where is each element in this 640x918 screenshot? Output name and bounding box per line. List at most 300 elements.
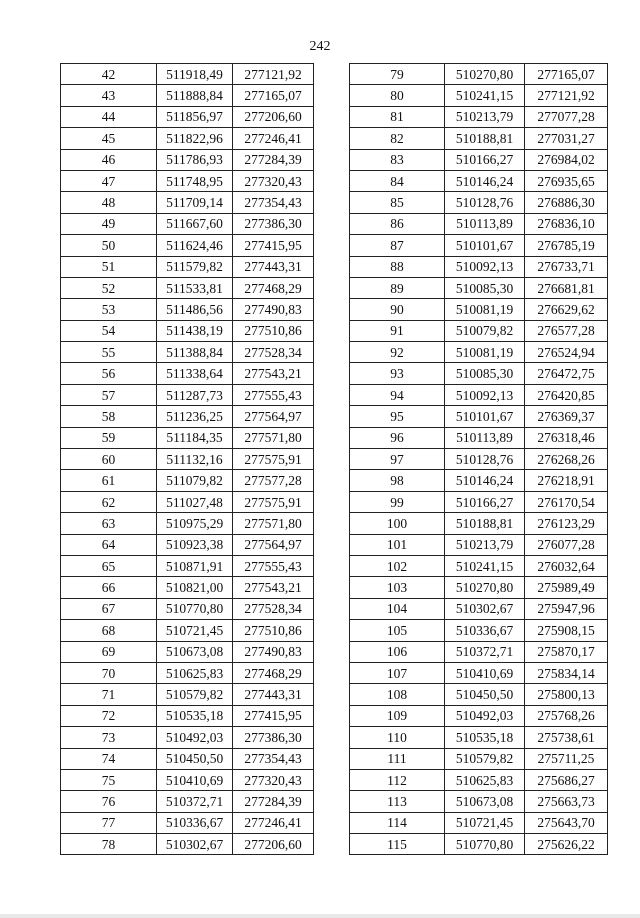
point-number-cell: 109 <box>350 705 445 726</box>
point-number-cell: 86 <box>350 213 445 234</box>
y-coordinate-cell: 276170,54 <box>525 491 608 512</box>
table-row <box>61 769 314 790</box>
x-coordinate-cell: 511667,60 <box>157 213 233 234</box>
y-coordinate-cell: 277528,34 <box>233 342 314 363</box>
point-number-cell: 67 <box>61 598 157 619</box>
y-coordinate-cell: 277077,28 <box>525 106 608 127</box>
point-number-cell: 114 <box>350 812 445 833</box>
x-coordinate-cell: 510535,18 <box>445 727 525 748</box>
y-coordinate-cell: 277354,43 <box>233 748 314 769</box>
table-row <box>350 620 608 641</box>
table-row <box>350 277 608 298</box>
point-number-cell: 106 <box>350 641 445 662</box>
x-coordinate-cell: 510673,08 <box>445 791 525 812</box>
y-coordinate-cell: 277510,86 <box>233 620 314 641</box>
x-coordinate-cell: 511888,84 <box>157 85 233 106</box>
table-row <box>61 812 314 833</box>
x-coordinate-cell: 510081,19 <box>445 299 525 320</box>
x-coordinate-cell: 510535,18 <box>157 705 233 726</box>
point-number-cell: 112 <box>350 769 445 790</box>
y-coordinate-cell: 275626,22 <box>525 834 608 855</box>
y-coordinate-cell: 277165,07 <box>233 85 314 106</box>
point-number-cell: 73 <box>61 727 157 748</box>
x-coordinate-cell: 510085,30 <box>445 363 525 384</box>
table-row <box>61 684 314 705</box>
y-coordinate-cell: 277121,92 <box>525 85 608 106</box>
point-number-cell: 95 <box>350 406 445 427</box>
x-coordinate-cell: 511027,48 <box>157 491 233 512</box>
y-coordinate-cell: 277121,92 <box>233 64 314 85</box>
x-coordinate-cell: 510085,30 <box>445 277 525 298</box>
x-coordinate-cell: 510579,82 <box>157 684 233 705</box>
table-row <box>61 791 314 812</box>
y-coordinate-cell: 276681,81 <box>525 277 608 298</box>
point-number-cell: 102 <box>350 555 445 576</box>
table-row <box>350 812 608 833</box>
table-row <box>350 192 608 213</box>
table-row <box>61 748 314 769</box>
table-row <box>61 555 314 576</box>
x-coordinate-cell: 510410,69 <box>157 769 233 790</box>
point-number-cell: 90 <box>350 299 445 320</box>
table-row <box>61 64 314 85</box>
point-number-cell: 89 <box>350 277 445 298</box>
x-coordinate-cell: 511079,82 <box>157 470 233 491</box>
point-number-cell: 107 <box>350 662 445 683</box>
coordinates-table-left <box>60 63 314 855</box>
x-coordinate-cell: 511918,49 <box>157 64 233 85</box>
x-coordinate-cell: 510241,15 <box>445 555 525 576</box>
y-coordinate-cell: 277246,41 <box>233 812 314 833</box>
point-number-cell: 66 <box>61 577 157 598</box>
y-coordinate-cell: 276836,10 <box>525 213 608 234</box>
y-coordinate-cell: 277575,91 <box>233 491 314 512</box>
point-number-cell: 74 <box>61 748 157 769</box>
table-row <box>350 748 608 769</box>
y-coordinate-cell: 276123,29 <box>525 513 608 534</box>
y-coordinate-cell: 276935,65 <box>525 170 608 191</box>
x-coordinate-cell: 510270,80 <box>445 64 525 85</box>
point-number-cell: 47 <box>61 170 157 191</box>
y-coordinate-cell: 277543,21 <box>233 577 314 598</box>
x-coordinate-cell: 510625,83 <box>445 769 525 790</box>
point-number-cell: 100 <box>350 513 445 534</box>
table-row <box>61 192 314 213</box>
point-number-cell: 45 <box>61 128 157 149</box>
table-row <box>61 534 314 555</box>
x-coordinate-cell: 510372,71 <box>445 641 525 662</box>
point-number-cell: 77 <box>61 812 157 833</box>
x-coordinate-cell: 511486,56 <box>157 299 233 320</box>
y-coordinate-cell: 277468,29 <box>233 662 314 683</box>
x-coordinate-cell: 511132,16 <box>157 449 233 470</box>
table-row <box>350 213 608 234</box>
point-number-cell: 108 <box>350 684 445 705</box>
x-coordinate-cell: 510302,67 <box>157 834 233 855</box>
y-coordinate-cell: 277284,39 <box>233 791 314 812</box>
point-number-cell: 91 <box>350 320 445 341</box>
point-number-cell: 60 <box>61 449 157 470</box>
y-coordinate-cell: 277571,80 <box>233 513 314 534</box>
x-coordinate-cell: 511438,19 <box>157 320 233 341</box>
x-coordinate-cell: 510579,82 <box>445 748 525 769</box>
y-coordinate-cell: 277564,97 <box>233 406 314 427</box>
y-coordinate-cell: 277165,07 <box>525 64 608 85</box>
table-row <box>350 834 608 855</box>
y-coordinate-cell: 275908,15 <box>525 620 608 641</box>
y-coordinate-cell: 275643,70 <box>525 812 608 833</box>
table-row <box>61 470 314 491</box>
point-number-cell: 85 <box>350 192 445 213</box>
y-coordinate-cell: 276032,64 <box>525 555 608 576</box>
table-row <box>61 384 314 405</box>
x-coordinate-cell: 511338,64 <box>157 363 233 384</box>
y-coordinate-cell: 276785,19 <box>525 235 608 256</box>
table-row <box>350 320 608 341</box>
table-row <box>61 449 314 470</box>
x-coordinate-cell: 510113,89 <box>445 213 525 234</box>
point-number-cell: 98 <box>350 470 445 491</box>
y-coordinate-cell: 277320,43 <box>233 769 314 790</box>
y-coordinate-cell: 277284,39 <box>233 149 314 170</box>
table-row <box>350 769 608 790</box>
x-coordinate-cell: 510302,67 <box>445 598 525 619</box>
y-coordinate-cell: 277543,21 <box>233 363 314 384</box>
table-row <box>350 85 608 106</box>
point-number-cell: 49 <box>61 213 157 234</box>
y-coordinate-cell: 277555,43 <box>233 555 314 576</box>
point-number-cell: 48 <box>61 192 157 213</box>
point-number-cell: 65 <box>61 555 157 576</box>
table-row <box>61 277 314 298</box>
point-number-cell: 88 <box>350 256 445 277</box>
point-number-cell: 63 <box>61 513 157 534</box>
y-coordinate-cell: 276577,28 <box>525 320 608 341</box>
table-row <box>61 256 314 277</box>
table-row <box>350 491 608 512</box>
y-coordinate-cell: 277443,31 <box>233 684 314 705</box>
x-coordinate-cell: 510923,38 <box>157 534 233 555</box>
point-number-cell: 115 <box>350 834 445 855</box>
y-coordinate-cell: 275989,49 <box>525 577 608 598</box>
x-coordinate-cell: 511624,46 <box>157 235 233 256</box>
y-coordinate-cell: 277386,30 <box>233 213 314 234</box>
point-number-cell: 75 <box>61 769 157 790</box>
table-row <box>61 641 314 662</box>
point-number-cell: 110 <box>350 727 445 748</box>
y-coordinate-cell: 277386,30 <box>233 727 314 748</box>
table-row <box>350 684 608 705</box>
point-number-cell: 105 <box>350 620 445 641</box>
table-row <box>61 705 314 726</box>
x-coordinate-cell: 510336,67 <box>157 812 233 833</box>
y-coordinate-cell: 276472,75 <box>525 363 608 384</box>
y-coordinate-cell: 277468,29 <box>233 277 314 298</box>
y-coordinate-cell: 276218,91 <box>525 470 608 491</box>
table-row <box>61 620 314 641</box>
point-number-cell: 71 <box>61 684 157 705</box>
y-coordinate-cell: 276318,46 <box>525 427 608 448</box>
point-number-cell: 101 <box>350 534 445 555</box>
x-coordinate-cell: 510188,81 <box>445 513 525 534</box>
table-row <box>61 406 314 427</box>
y-coordinate-cell: 277320,43 <box>233 170 314 191</box>
x-coordinate-cell: 510128,76 <box>445 449 525 470</box>
point-number-cell: 111 <box>350 748 445 769</box>
table-row <box>61 363 314 384</box>
point-number-cell: 96 <box>350 427 445 448</box>
point-number-cell: 50 <box>61 235 157 256</box>
y-coordinate-cell: 277415,95 <box>233 235 314 256</box>
x-coordinate-cell: 511388,84 <box>157 342 233 363</box>
table-row <box>350 235 608 256</box>
point-number-cell: 51 <box>61 256 157 277</box>
x-coordinate-cell: 510821,00 <box>157 577 233 598</box>
y-coordinate-cell: 275870,17 <box>525 641 608 662</box>
y-coordinate-cell: 277490,83 <box>233 299 314 320</box>
y-coordinate-cell: 277443,31 <box>233 256 314 277</box>
point-number-cell: 44 <box>61 106 157 127</box>
table-row <box>350 705 608 726</box>
x-coordinate-cell: 510092,13 <box>445 256 525 277</box>
y-coordinate-cell: 276733,71 <box>525 256 608 277</box>
y-coordinate-cell: 276420,85 <box>525 384 608 405</box>
table-row <box>350 513 608 534</box>
point-number-cell: 81 <box>350 106 445 127</box>
x-coordinate-cell: 510113,89 <box>445 427 525 448</box>
point-number-cell: 92 <box>350 342 445 363</box>
table-row <box>350 577 608 598</box>
y-coordinate-cell: 277555,43 <box>233 384 314 405</box>
x-coordinate-cell: 511184,35 <box>157 427 233 448</box>
page-number: 242 <box>309 39 331 54</box>
table-row <box>61 727 314 748</box>
x-coordinate-cell: 510770,80 <box>157 598 233 619</box>
x-coordinate-cell: 510270,80 <box>445 577 525 598</box>
x-coordinate-cell: 511579,82 <box>157 256 233 277</box>
point-number-cell: 103 <box>350 577 445 598</box>
table-row <box>350 128 608 149</box>
table-row <box>61 427 314 448</box>
table-row <box>61 320 314 341</box>
x-coordinate-cell: 510450,50 <box>157 748 233 769</box>
x-coordinate-cell: 511822,96 <box>157 128 233 149</box>
table-row <box>350 555 608 576</box>
x-coordinate-cell: 511856,97 <box>157 106 233 127</box>
table-row <box>61 235 314 256</box>
table-row <box>350 662 608 683</box>
y-coordinate-cell: 277354,43 <box>233 192 314 213</box>
table-row <box>350 384 608 405</box>
x-coordinate-cell: 510625,83 <box>157 662 233 683</box>
table-row <box>350 791 608 812</box>
y-coordinate-cell: 275834,14 <box>525 662 608 683</box>
table-row <box>350 641 608 662</box>
y-coordinate-cell: 275947,96 <box>525 598 608 619</box>
point-number-cell: 97 <box>350 449 445 470</box>
table-row <box>350 149 608 170</box>
table-row <box>61 106 314 127</box>
y-coordinate-cell: 277490,83 <box>233 641 314 662</box>
y-coordinate-cell: 277031,27 <box>525 128 608 149</box>
point-number-cell: 70 <box>61 662 157 683</box>
x-coordinate-cell: 511287,73 <box>157 384 233 405</box>
x-coordinate-cell: 510770,80 <box>445 834 525 855</box>
table-row <box>350 534 608 555</box>
y-coordinate-cell: 277206,60 <box>233 834 314 855</box>
table-row <box>61 598 314 619</box>
table-row <box>350 363 608 384</box>
x-coordinate-cell: 510146,24 <box>445 470 525 491</box>
point-number-cell: 68 <box>61 620 157 641</box>
point-number-cell: 104 <box>350 598 445 619</box>
y-coordinate-cell: 275800,13 <box>525 684 608 705</box>
x-coordinate-cell: 510081,19 <box>445 342 525 363</box>
table-row <box>61 85 314 106</box>
x-coordinate-cell: 510450,50 <box>445 684 525 705</box>
x-coordinate-cell: 510241,15 <box>445 85 525 106</box>
y-coordinate-cell: 275663,73 <box>525 791 608 812</box>
x-coordinate-cell: 511533,81 <box>157 277 233 298</box>
x-coordinate-cell: 511709,14 <box>157 192 233 213</box>
table-row <box>61 213 314 234</box>
x-coordinate-cell: 510188,81 <box>445 128 525 149</box>
table-row <box>61 662 314 683</box>
y-coordinate-cell: 275686,27 <box>525 769 608 790</box>
x-coordinate-cell: 510721,45 <box>445 812 525 833</box>
point-number-cell: 61 <box>61 470 157 491</box>
y-coordinate-cell: 277575,91 <box>233 449 314 470</box>
point-number-cell: 113 <box>350 791 445 812</box>
point-number-cell: 69 <box>61 641 157 662</box>
point-number-cell: 43 <box>61 85 157 106</box>
x-coordinate-cell: 510166,27 <box>445 491 525 512</box>
point-number-cell: 59 <box>61 427 157 448</box>
x-coordinate-cell: 510166,27 <box>445 149 525 170</box>
table-row <box>61 342 314 363</box>
table-row <box>350 427 608 448</box>
x-coordinate-cell: 510410,69 <box>445 662 525 683</box>
x-coordinate-cell: 511236,25 <box>157 406 233 427</box>
y-coordinate-cell: 275711,25 <box>525 748 608 769</box>
y-coordinate-cell: 276268,26 <box>525 449 608 470</box>
table-row <box>350 727 608 748</box>
table-row <box>350 256 608 277</box>
point-number-cell: 72 <box>61 705 157 726</box>
point-number-cell: 78 <box>61 834 157 855</box>
table-row <box>61 513 314 534</box>
table-row <box>350 449 608 470</box>
y-coordinate-cell: 277571,80 <box>233 427 314 448</box>
table-row <box>61 170 314 191</box>
x-coordinate-cell: 510213,79 <box>445 106 525 127</box>
y-coordinate-cell: 276629,62 <box>525 299 608 320</box>
y-coordinate-cell: 277564,97 <box>233 534 314 555</box>
y-coordinate-cell: 275768,26 <box>525 705 608 726</box>
table-row <box>350 170 608 191</box>
x-coordinate-cell: 510975,29 <box>157 513 233 534</box>
point-number-cell: 53 <box>61 299 157 320</box>
x-coordinate-cell: 511748,95 <box>157 170 233 191</box>
point-number-cell: 94 <box>350 384 445 405</box>
x-coordinate-cell: 510871,91 <box>157 555 233 576</box>
y-coordinate-cell: 276524,94 <box>525 342 608 363</box>
table-row <box>350 64 608 85</box>
y-coordinate-cell: 275738,61 <box>525 727 608 748</box>
point-number-cell: 52 <box>61 277 157 298</box>
y-coordinate-cell: 277415,95 <box>233 705 314 726</box>
point-number-cell: 93 <box>350 363 445 384</box>
point-number-cell: 42 <box>61 64 157 85</box>
x-coordinate-cell: 510079,82 <box>445 320 525 341</box>
x-coordinate-cell: 510372,71 <box>157 791 233 812</box>
coordinates-table-right <box>349 63 608 855</box>
table-row <box>61 149 314 170</box>
point-number-cell: 64 <box>61 534 157 555</box>
x-coordinate-cell: 511786,93 <box>157 149 233 170</box>
point-number-cell: 54 <box>61 320 157 341</box>
y-coordinate-cell: 276984,02 <box>525 149 608 170</box>
y-coordinate-cell: 277577,28 <box>233 470 314 491</box>
point-number-cell: 57 <box>61 384 157 405</box>
x-coordinate-cell: 510146,24 <box>445 170 525 191</box>
table-row <box>61 577 314 598</box>
x-coordinate-cell: 510213,79 <box>445 534 525 555</box>
x-coordinate-cell: 510721,45 <box>157 620 233 641</box>
x-coordinate-cell: 510092,13 <box>445 384 525 405</box>
y-coordinate-cell: 277510,86 <box>233 320 314 341</box>
x-coordinate-cell: 510101,67 <box>445 235 525 256</box>
x-coordinate-cell: 510492,03 <box>445 705 525 726</box>
point-number-cell: 76 <box>61 791 157 812</box>
point-number-cell: 46 <box>61 149 157 170</box>
point-number-cell: 83 <box>350 149 445 170</box>
table-row <box>350 106 608 127</box>
table-row <box>61 128 314 149</box>
y-coordinate-cell: 277246,41 <box>233 128 314 149</box>
y-coordinate-cell: 276369,37 <box>525 406 608 427</box>
point-number-cell: 62 <box>61 491 157 512</box>
table-row <box>61 299 314 320</box>
y-coordinate-cell: 276886,30 <box>525 192 608 213</box>
page-bottom-edge <box>0 914 640 918</box>
point-number-cell: 58 <box>61 406 157 427</box>
table-row <box>350 342 608 363</box>
table-row <box>350 406 608 427</box>
point-number-cell: 55 <box>61 342 157 363</box>
x-coordinate-cell: 510492,03 <box>157 727 233 748</box>
x-coordinate-cell: 510101,67 <box>445 406 525 427</box>
table-row <box>350 470 608 491</box>
point-number-cell: 99 <box>350 491 445 512</box>
y-coordinate-cell: 276077,28 <box>525 534 608 555</box>
point-number-cell: 84 <box>350 170 445 191</box>
table-row <box>61 491 314 512</box>
y-coordinate-cell: 277528,34 <box>233 598 314 619</box>
x-coordinate-cell: 510673,08 <box>157 641 233 662</box>
point-number-cell: 56 <box>61 363 157 384</box>
table-row <box>350 299 608 320</box>
point-number-cell: 87 <box>350 235 445 256</box>
y-coordinate-cell: 277206,60 <box>233 106 314 127</box>
point-number-cell: 79 <box>350 64 445 85</box>
x-coordinate-cell: 510336,67 <box>445 620 525 641</box>
x-coordinate-cell: 510128,76 <box>445 192 525 213</box>
point-number-cell: 82 <box>350 128 445 149</box>
table-row <box>350 598 608 619</box>
table-row <box>61 834 314 855</box>
point-number-cell: 80 <box>350 85 445 106</box>
